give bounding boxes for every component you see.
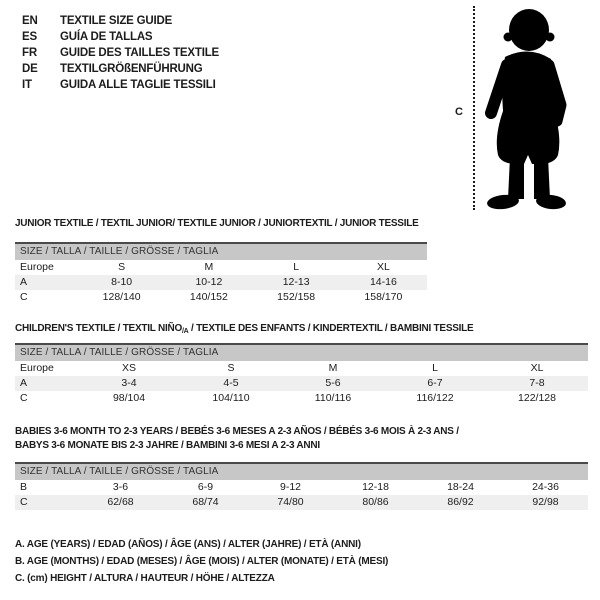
size-cell: 104/110 [212, 392, 250, 404]
size-cell: 86/92 [447, 496, 474, 508]
children-table-title [15, 322, 473, 339]
row-label: C [20, 291, 28, 303]
table-row [15, 376, 588, 391]
language-row-fr [22, 45, 219, 61]
title-line [15, 217, 419, 231]
size-cell: XL [376, 261, 390, 273]
size-cell: 3-4 [121, 377, 137, 389]
babies-size-table [15, 462, 588, 510]
size-cell: 12-13 [282, 276, 310, 288]
size-cell: 116/122 [416, 392, 454, 404]
size-cell: 24-36 [532, 481, 559, 493]
size-cell: 80/86 [362, 496, 389, 508]
table-row [15, 480, 588, 495]
row-label: C [20, 496, 28, 508]
language-code: EN [22, 15, 38, 27]
size-cell: S [118, 261, 126, 273]
size-cell: M [328, 362, 338, 374]
size-header-bar: SIZE / TALLA / TAILLE / GRÖSSE / TAGLIA [15, 345, 588, 361]
height-c-label: C [455, 106, 463, 118]
size-header-bar: SIZE / TALLA / TAILLE / GRÖSSE / TAGLIA [15, 244, 427, 260]
legend-block [15, 536, 388, 587]
size-cell: 4-5 [223, 377, 239, 389]
title-segment: / TEXTILE DES ENFANTS / KINDERTEXTIL / BAMBINI TESSILE [188, 323, 474, 334]
junior-size-table [15, 242, 427, 305]
legend-line-c: C. (cm) HEIGHT / ALTURA / HAUTEUR / HÖHE / ALTEZZA [15, 573, 275, 584]
size-cell: 5-6 [325, 377, 341, 389]
size-cell: 74/80 [277, 496, 304, 508]
title-line [15, 439, 459, 453]
size-cell: 6-9 [197, 481, 214, 493]
table-row [15, 495, 588, 510]
title-segment: /A [181, 328, 189, 335]
row-label: C [20, 392, 28, 404]
size-cell: 128/140 [102, 291, 141, 303]
legend-line-a: A. AGE (YEARS) / EDAD (AÑOS) / ÂGE (ANS) / ALTER (JAHRE) / ETÀ (ANNI) [15, 539, 361, 550]
language-code: DE [22, 63, 38, 75]
title-segment: JUNIOR TEXTILE / TEXTIL JUNIOR/ TEXTILE JUNIOR / JUNIORTEXTIL / JUNIOR TESSILE [15, 218, 419, 229]
size-cell: 62/68 [107, 496, 134, 508]
size-cell: XL [530, 362, 544, 374]
size-cell: 12-18 [362, 481, 389, 493]
table-row [15, 275, 427, 290]
size-cell: 9-12 [279, 481, 301, 493]
size-cell: 152/158 [277, 291, 316, 303]
title-line [15, 425, 459, 439]
children-table-body [15, 361, 588, 406]
title-segment: BABYS 3-6 MONATE BIS 2-3 JAHRE / BAMBINI 3-6 MESI A 2-3 ANNI [15, 440, 320, 451]
babies-table-body [15, 480, 588, 510]
language-title: GUIDE DES TAILLES TEXTILE [60, 47, 219, 59]
row-label: Europe [20, 261, 54, 273]
size-cell: 122/128 [518, 392, 556, 404]
size-cell: 3-6 [112, 481, 129, 493]
size-cell: 98/104 [112, 392, 146, 404]
language-code: IT [22, 79, 32, 91]
language-title: TEXTILE SIZE GUIDE [60, 15, 173, 27]
junior-table-body [15, 260, 427, 305]
row-label: Europe [20, 362, 54, 374]
junior-table-title [15, 217, 419, 231]
size-cell: 158/170 [364, 291, 403, 303]
size-cell: S [227, 362, 235, 374]
language-title-list [22, 13, 219, 93]
language-row-it [22, 77, 219, 93]
language-title: GUÍA DE TALLAS [60, 31, 153, 43]
size-cell: 7-8 [529, 377, 545, 389]
table-row [15, 260, 427, 275]
size-cell: 14-16 [369, 276, 397, 288]
height-dotted-line [473, 6, 475, 210]
size-cell: 110/116 [314, 392, 352, 404]
size-cell: L [293, 261, 300, 273]
size-cell: 6-7 [427, 377, 443, 389]
row-label: A [20, 276, 28, 288]
row-label: B [20, 481, 28, 493]
size-cell: 92/98 [532, 496, 559, 508]
table-row [15, 290, 427, 305]
size-cell: 18-24 [447, 481, 474, 493]
language-row-es [22, 29, 219, 45]
row-label: A [20, 377, 28, 389]
language-row-en [22, 13, 219, 29]
language-title: TEXTILGRÖßENFÜHRUNG [60, 63, 203, 75]
table-row [15, 391, 588, 406]
title-segment: CHILDREN'S TEXTILE / TEXTIL NIÑO [15, 323, 182, 334]
size-cell: L [432, 362, 438, 374]
size-cell: XS [121, 362, 136, 374]
language-code: FR [22, 47, 37, 59]
language-title: GUIDA ALLE TAGLIE TESSILI [60, 79, 216, 91]
baby-silhouette-image [479, 5, 571, 211]
size-cell: 68/74 [192, 496, 219, 508]
size-cell: 8-10 [111, 276, 133, 288]
language-row-de [22, 61, 219, 77]
legend-line-b: B. AGE (MONTHS) / EDAD (MESES) / ÂGE (MOIS) / ALTER (MONATE) / ETÀ (MESI) [15, 556, 389, 567]
size-cell: M [204, 261, 214, 273]
size-cell: 140/152 [189, 291, 228, 303]
language-code: ES [22, 31, 37, 43]
babies-table-title [15, 425, 459, 453]
size-header-bar: SIZE / TALLA / TAILLE / GRÖSSE / TAGLIA [15, 464, 588, 480]
title-segment: BABIES 3-6 MONTH TO 2-3 YEARS / BEBÉS 3-6 MESES A 2-3 AÑOS / BÉBÉS 3-6 MOIS À 2-3 ANS / [15, 426, 459, 437]
table-row [15, 361, 588, 376]
children-size-table [15, 343, 588, 406]
size-cell: 10-12 [195, 276, 223, 288]
title-line [15, 322, 473, 339]
